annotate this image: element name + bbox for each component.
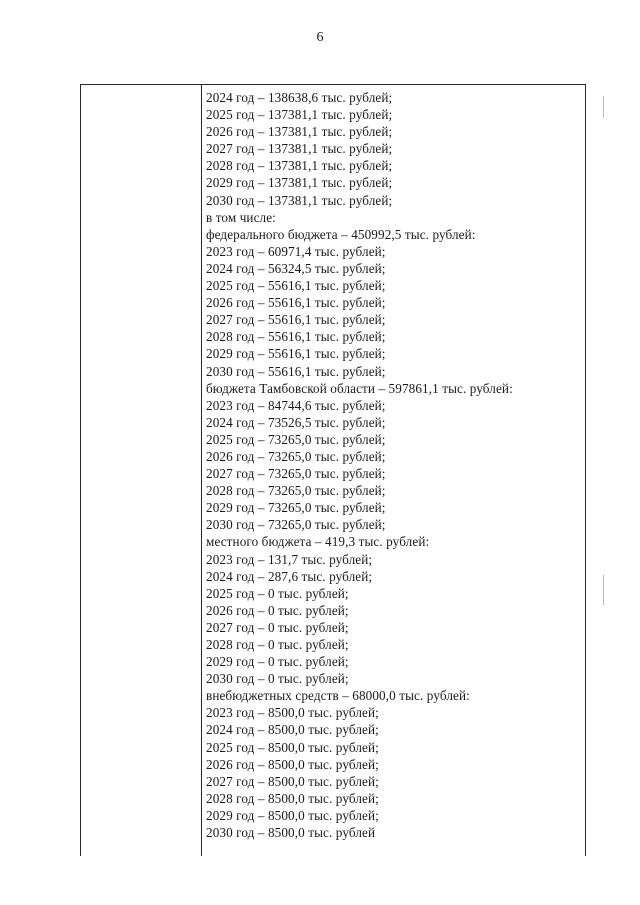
funding-line: 2027 год – 55616,1 тыс. рублей; [206,312,386,328]
page-number: 6 [316,30,324,45]
funding-line: внебюджетных средств – 68000,0 тыс. рублей: [206,688,470,704]
funding-line: 2024 год – 56324,5 тыс. рублей; [206,260,386,276]
funding-table [80,84,586,856]
funding-line: 2027 год – 0 тыс. рублей; [206,619,349,635]
funding-line: 2025 год – 8500,0 тыс. рублей; [206,739,379,755]
funding-line: 2028 год – 0 тыс. рублей; [206,637,349,652]
funding-line: бюджета Тамбовской области – 597861,1 тыс. рублей: [206,380,513,396]
funding-line: 2023 год – 131,7 тыс. рублей; [206,551,373,567]
funding-line: 2029 год – 137381,1 тыс. рублей; [206,175,393,191]
funding-line: 2023 год – 84744,6 тыс. рублей; [206,397,386,413]
funding-line: 2025 год – 137381,1 тыс. рублей; [206,107,393,123]
table-right-cell [206,89,585,841]
funding-line: 2030 год – 8500,0 тыс. рублей [206,825,376,841]
funding-line: 2023 год – 60971,4 тыс. рублей; [206,243,386,259]
funding-line: 2027 год – 73265,0 тыс. рублей; [206,466,386,482]
funding-line: 2028 год – 137381,1 тыс. рублей; [206,158,393,174]
funding-line: 2027 год – 137381,1 тыс. рублей; [206,141,393,157]
funding-line: 2030 год – 137381,1 тыс. рублей; [206,192,393,208]
funding-line: 2029 год – 55616,1 тыс. рублей; [206,346,386,362]
funding-line: 2027 год – 8500,0 тыс. рублей; [206,773,379,789]
funding-line: 2030 год – 73265,0 тыс. рублей; [206,517,386,533]
table-left-cell [81,85,202,856]
funding-line: 2028 год – 8500,0 тыс. рублей; [206,790,379,806]
funding-line: федерального бюджета – 450992,5 тыс. рублей: [206,226,476,242]
funding-line: 2024 год – 138638,6 тыс. рублей; [206,90,393,105]
funding-line: 2025 год – 73265,0 тыс. рублей; [206,431,386,447]
funding-line: 2024 год – 287,6 тыс. рублей; [206,568,373,584]
funding-line: 2026 год – 137381,1 тыс. рублей; [206,124,393,140]
scan-artifact-line [603,96,604,118]
funding-line: 2029 год – 73265,0 тыс. рублей; [206,500,386,516]
funding-line: 2026 год – 8500,0 тыс. рублей; [206,756,379,772]
funding-line: 2025 год – 55616,1 тыс. рублей; [206,278,386,294]
funding-line: 2029 год – 8500,0 тыс. рублей; [206,807,379,823]
funding-line: 2023 год – 8500,0 тыс. рублей; [206,705,379,721]
funding-line: в том числе: [206,209,276,225]
funding-line: 2030 год – 55616,1 тыс. рублей; [206,363,386,379]
funding-line: 2024 год – 73526,5 тыс. рублей; [206,414,386,430]
funding-line: 2025 год – 0 тыс. рублей; [206,585,349,601]
funding-line: 2026 год – 0 тыс. рублей; [206,602,349,618]
funding-line: 2028 год – 55616,1 тыс. рублей; [206,329,386,345]
scan-artifact-line [603,575,604,605]
funding-line: 2029 год – 0 тыс. рублей; [206,654,349,670]
funding-line: 2026 год – 55616,1 тыс. рублей; [206,295,386,311]
funding-line: 2026 год – 73265,0 тыс. рублей; [206,448,386,464]
funding-line: местного бюджета – 419,3 тыс. рублей: [206,534,430,550]
funding-line: 2028 год – 73265,0 тыс. рублей; [206,483,386,499]
funding-line: 2030 год – 0 тыс. рублей; [206,671,349,687]
funding-line: 2024 год – 8500,0 тыс. рублей; [206,722,379,738]
